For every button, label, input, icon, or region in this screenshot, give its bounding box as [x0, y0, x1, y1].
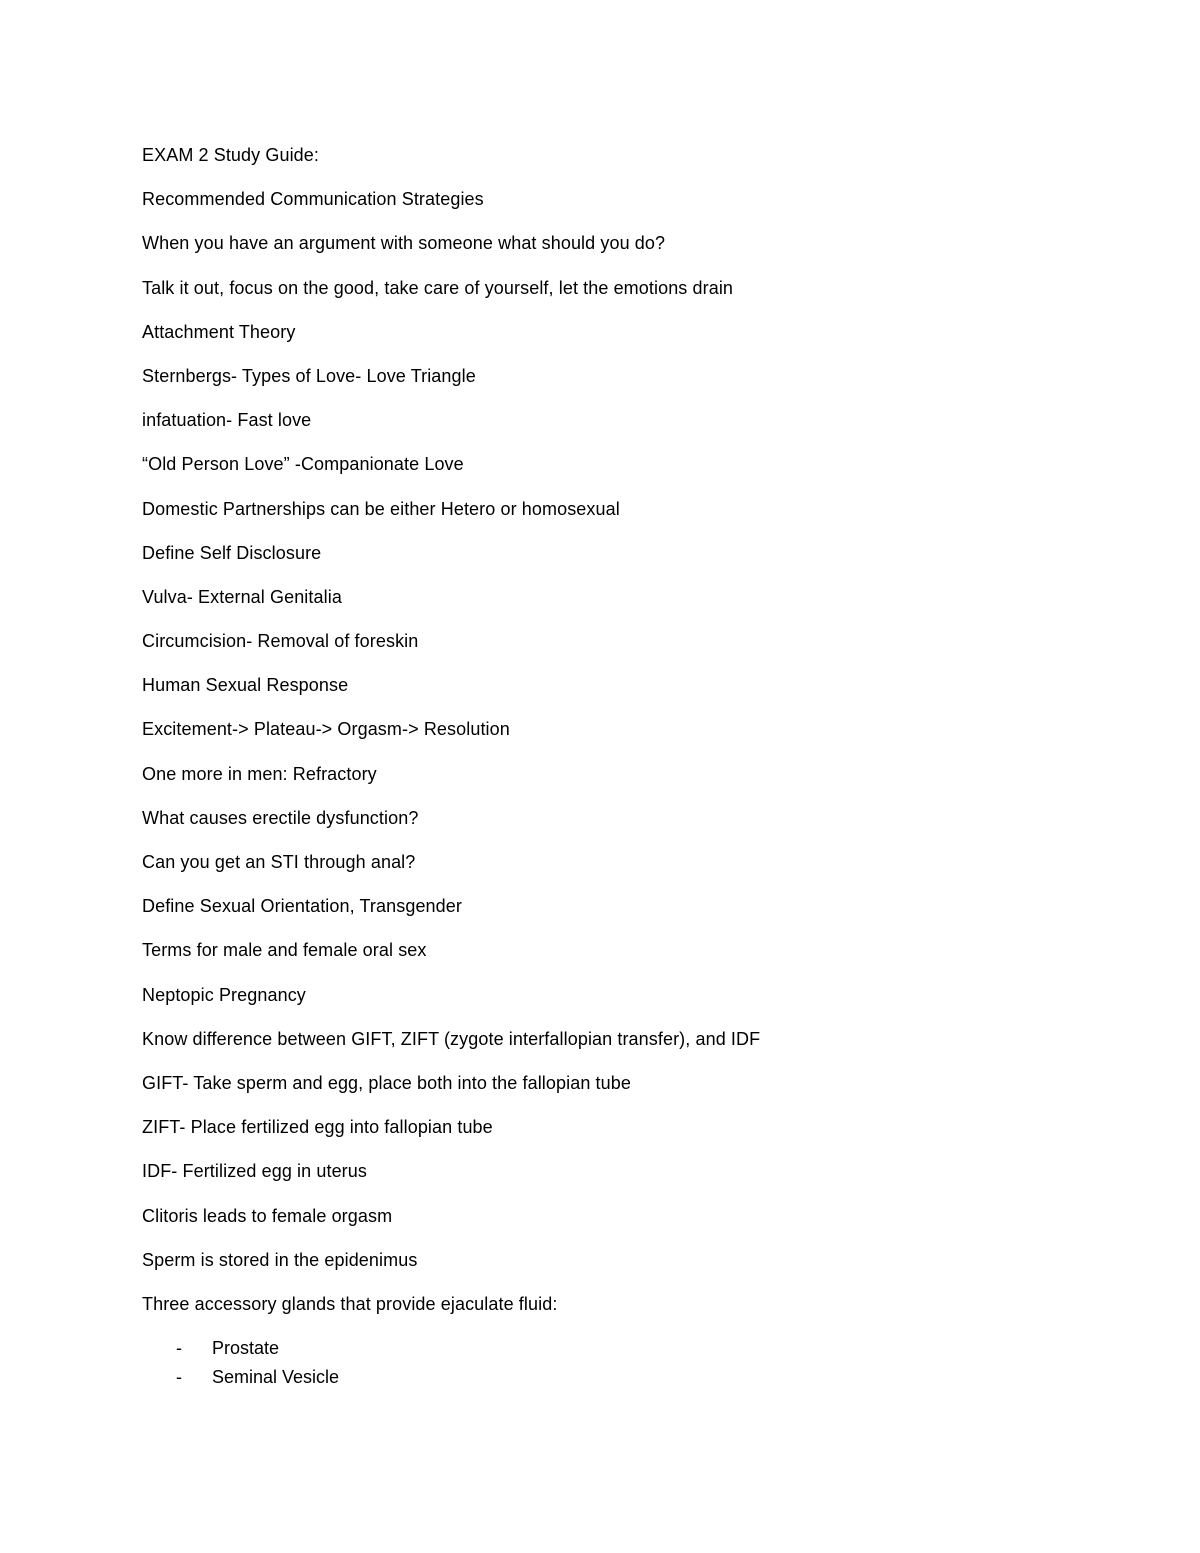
text-line: ZIFT- Place fertilized egg into fallopian tube — [142, 1117, 493, 1138]
text-line: Sperm is stored in the epidenimus — [142, 1249, 418, 1270]
text-line: One more in men: Refractory — [142, 763, 377, 784]
text-line: What causes erectile dysfunction? — [142, 807, 419, 828]
text-line: IDF- Fertilized egg in uterus — [142, 1161, 367, 1182]
bullet-list — [142, 1336, 1102, 1389]
text-line: infatuation- Fast love — [142, 410, 312, 431]
text-line: When you have an argument with someone what should you do? — [142, 233, 666, 254]
text-line: Circumcision- Removal of foreskin — [142, 631, 419, 652]
list-item — [142, 1365, 1102, 1389]
text-line: Neptopic Pregnancy — [142, 984, 306, 1005]
text-line: Recommended Communication Strategies — [142, 189, 484, 210]
text-line: Domestic Partnerships can be either Hetero or homosexual — [142, 498, 620, 519]
text-line: Vulva- External Genitalia — [142, 586, 342, 607]
text-line: Can you get an STI through anal? — [142, 852, 416, 872]
list-item-text: Seminal Vesicle — [212, 1366, 340, 1387]
text-line: Talk it out, focus on the good, take care of yourself, let the emotions drain — [142, 277, 734, 298]
text-line: “Old Person Love” -Companionate Love — [142, 454, 464, 475]
text-line: Terms for male and female oral sex — [142, 940, 427, 961]
text-line: Define Sexual Orientation, Transgender — [142, 896, 462, 917]
bullet-marker: - — [176, 1366, 182, 1387]
text-line: Clitoris leads to female orgasm — [142, 1205, 393, 1226]
text-line: Excitement-> Plateau-> Orgasm-> Resolution — [142, 719, 510, 740]
text-line: Sternbergs- Types of Love- Love Triangle — [142, 365, 476, 386]
text-line: Know difference between GIFT, ZIFT (zygote interfallopian transfer), and IDF — [142, 1028, 761, 1049]
text-line: GIFT- Take sperm and egg, place both into the fallopian tube — [142, 1072, 631, 1093]
bullet-marker: - — [176, 1338, 182, 1359]
document-title: EXAM 2 Study Guide: — [142, 145, 319, 165]
text-line: Define Self Disclosure — [142, 542, 322, 563]
text-line: Human Sexual Response — [142, 675, 349, 696]
list-item — [142, 1336, 1102, 1360]
list-item-text: Prostate — [212, 1338, 280, 1359]
document-body — [142, 143, 1102, 1393]
text-line: Three accessory glands that provide ejaculate fluid: — [142, 1293, 558, 1314]
text-line: Attachment Theory — [142, 321, 296, 342]
